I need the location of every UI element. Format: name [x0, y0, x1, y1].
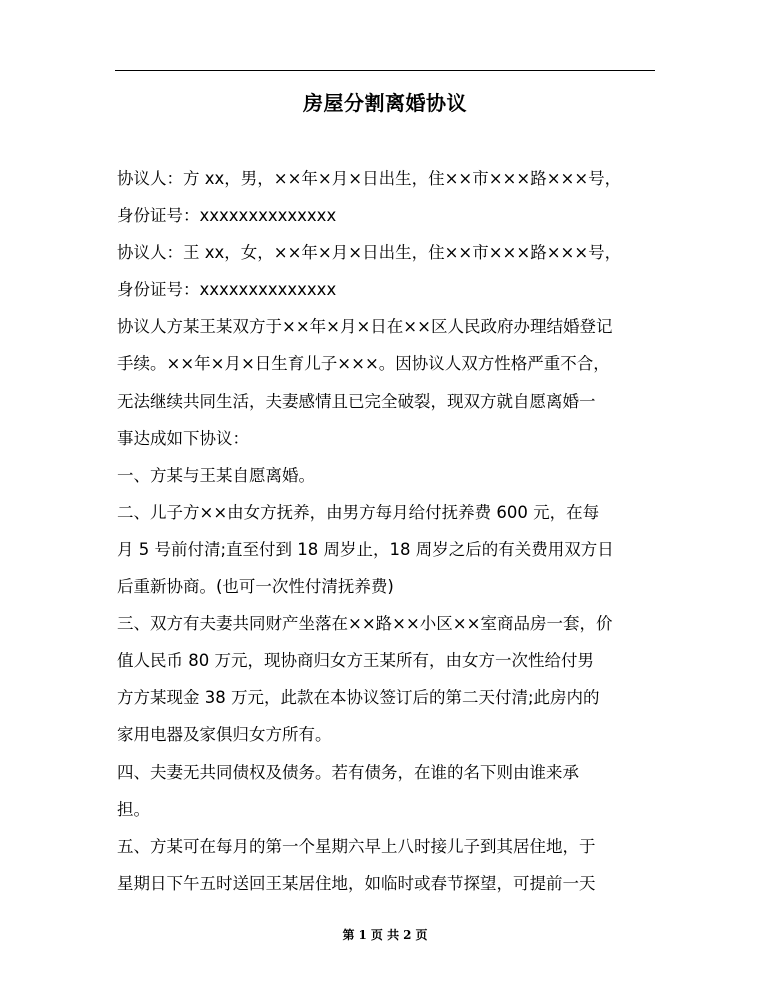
page-footer — [0, 925, 770, 945]
body-line: 星期日下午五时送回王某居住地，如临时或春节探望，可提前一天 — [117, 873, 596, 893]
body-line: 四、夫妻无共同债权及债务。若有债务，在谁的名下则由谁来承 — [117, 762, 579, 782]
document-body — [117, 160, 657, 902]
body-line: 手续。××年×月×日生育儿子×××。因协议人双方性格严重不合， — [117, 354, 610, 374]
body-line: 协议人：王 xx，女，××年×月×日出生，住××市×××路×××号， — [117, 243, 622, 263]
body-line: 值人民币 80 万元，现协商归女方王某所有，由女方一次性给付男 — [117, 651, 594, 671]
page-total: 2 — [403, 928, 412, 942]
body-line: 家用电器及家俱归女方所有。 — [117, 725, 332, 745]
body-line: 一、方某与王某自愿离婚。 — [117, 465, 315, 485]
body-line: 担。 — [117, 799, 150, 819]
body-line: 事达成如下协议： — [117, 428, 249, 448]
page-number: 1 — [358, 928, 367, 942]
body-line: 协议人：方 xx，男，××年×月×日出生，住××市×××路×××号， — [117, 169, 622, 188]
body-line: 月 5 号前付清;直至付到 18 周岁止，18 周岁之后的有关费用双方日 — [117, 539, 614, 559]
body-line: 五、方某可在每月的第一个星期六早上八时接儿子到其居住地，于 — [117, 836, 596, 856]
body-line: 无法继续共同生活，夫妻感情且已完全破裂，现双方就自愿离婚一 — [117, 391, 596, 411]
body-line: 方方某现金 38 万元，此款在本协议签订后的第二天付清;此房内的 — [117, 688, 600, 708]
header-rule — [115, 70, 655, 71]
body-line: 三、双方有夫妻共同财产坐落在××路××小区××室商品房一套，价 — [117, 614, 613, 634]
body-line: 协议人方某王某双方于××年×月×日在××区人民政府办理结婚登记 — [117, 317, 613, 337]
document-title: 房屋分割离婚协议 — [303, 91, 467, 115]
footer-prefix: 第 — [342, 928, 355, 942]
footer-middle: 页 共 — [370, 928, 400, 942]
body-line: 身份证号：xxxxxxxxxxxxxx — [117, 206, 337, 226]
body-line: 后重新协商。(也可一次性付清抚养费) — [117, 577, 394, 597]
footer-suffix: 页 — [415, 928, 428, 942]
body-line: 身份证号：xxxxxxxxxxxxxx — [117, 280, 337, 300]
body-line: 二、儿子方××由女方抚养，由男方每月给付抚养费 600 元，在每 — [117, 502, 600, 522]
